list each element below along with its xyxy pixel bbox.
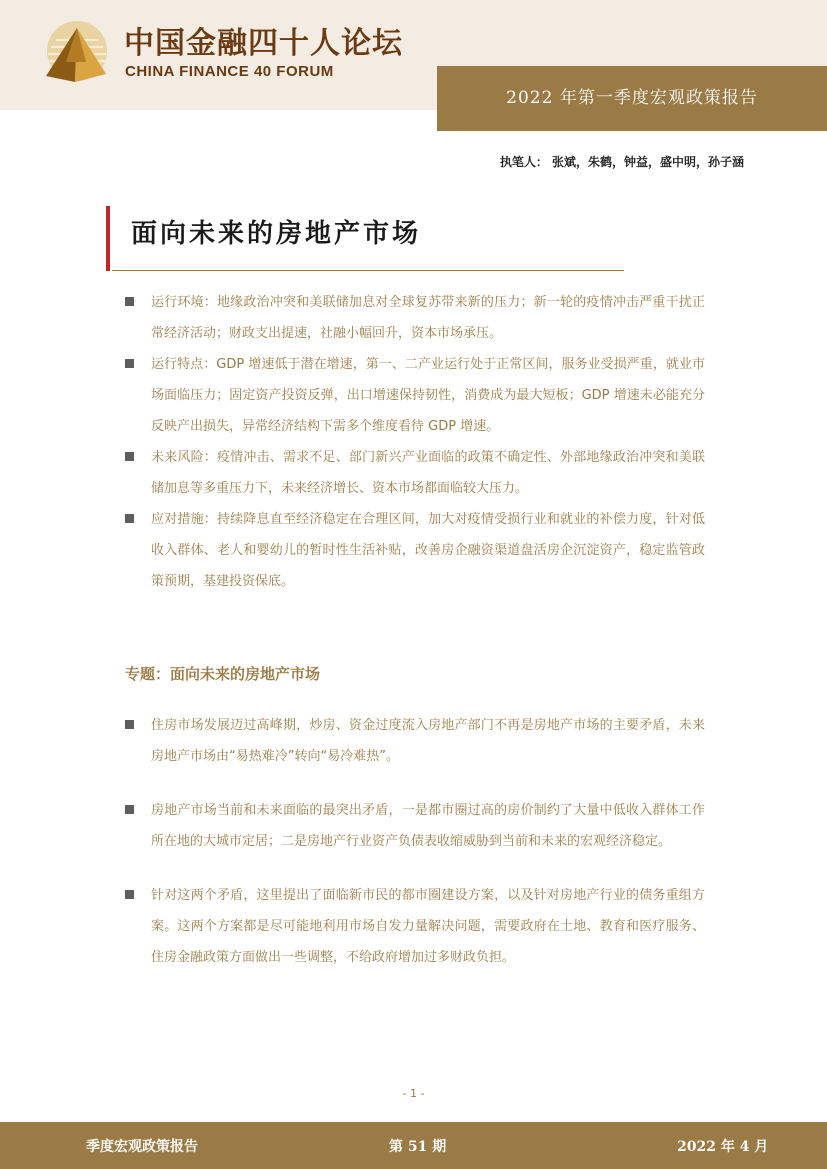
topic-text: 房地产市场当前和未来面临的最突出矛盾，一是都市圈过高的房价制约了大量中低收入群体工作所在地的大城市定居；二是房地产行业资产负债表收缩威胁到当前和未来的宏观经济稳定。 — [151, 803, 705, 849]
square-bullet-icon — [125, 359, 134, 368]
summary-text: 运行环境：地缘政治冲突和美联储加息对全球复苏带来新的压力；新一轮的疫情冲击严重干扰正常经济活动；财政支出提速，社融小幅回升，资本市场承压。 — [151, 295, 705, 341]
square-bullet-icon — [125, 805, 134, 814]
summary-list — [125, 287, 705, 597]
authors-line: 执笔人： 张斌，朱鹤，钟益，盛中明，孙子涵 — [499, 155, 744, 169]
page-title: 面向未来的房地产市场 — [131, 219, 422, 249]
footer-date: 2022 年 4 月 — [677, 1139, 769, 1155]
topic-text: 针对这两个矛盾，这里提出了面临新市民的都市圈建设方案，以及针对房地产行业的债务重组方案。这两个方案都是尽可能地利用市场自发力量解决问题，需要政府在土地、教育和医疗服务、住房金融政策方面做出一些调整，不给政府增加过多财政负担。 — [151, 888, 705, 965]
report-title: 2022 年第一季度宏观政策报告 — [506, 88, 758, 108]
special-topic-heading: 专题：面向未来的房地产市场 — [125, 665, 321, 683]
report-title-banner — [437, 66, 827, 131]
summary-text: 运行特点：GDP 增速低于潜在增速，第一、二产业运行处于正常区间，服务业受损严重，就业市场面临压力；固定资产投资反弹，出口增速保持韧性，消费成为最大短板；GDP 增速未必能充分反映产出损失，异常经济结构下需多个维度看待 GDP 增速。 — [151, 357, 705, 434]
title-accent-bar — [106, 206, 110, 271]
square-bullet-icon — [125, 452, 134, 461]
summary-text: 未来风险：疫情冲击、需求不足、部门新兴产业面临的政策不确定性、外部地缘政治冲突和美联储加息等多重压力下，未来经济增长、资本市场都面临较大压力。 — [151, 450, 705, 496]
footer-report-name: 季度宏观政策报告 — [86, 1139, 198, 1155]
footer-band — [0, 1122, 827, 1169]
list-item — [125, 442, 705, 504]
org-name-cn: 中国金融四十人论坛 — [124, 26, 403, 61]
topic-text: 住房市场发展迈过高峰期，炒房、资金过度流入房地产部门不再是房地产市场的主要矛盾，未来房地产市场由“易热难冷”转向“易冷难热”。 — [151, 718, 705, 764]
list-item — [125, 880, 705, 973]
list-item — [125, 710, 705, 772]
square-bullet-icon — [125, 514, 134, 523]
square-bullet-icon — [125, 720, 134, 729]
footer-issue: 第 51 期 — [389, 1139, 447, 1155]
square-bullet-icon — [125, 297, 134, 306]
cf40-logo-icon — [42, 18, 112, 88]
list-item — [125, 504, 705, 597]
summary-text: 应对措施：持续降息直至经济稳定在合理区间，加大对疫情受损行业和就业的补偿力度，针对低收入群体、老人和婴幼儿的暂时性生活补贴，改善房企融资渠道盘活房企沉淀资产，稳定监管政策预期，基建投资保底。 — [151, 512, 705, 589]
square-bullet-icon — [125, 890, 134, 899]
list-item — [125, 349, 705, 442]
special-topic-list — [125, 710, 705, 996]
title-divider — [112, 270, 624, 271]
page-number: - 1 - — [402, 1087, 425, 1100]
org-name-en: CHINA FINANCE 40 FORUM — [125, 63, 334, 80]
list-item — [125, 795, 705, 857]
list-item — [125, 287, 705, 349]
